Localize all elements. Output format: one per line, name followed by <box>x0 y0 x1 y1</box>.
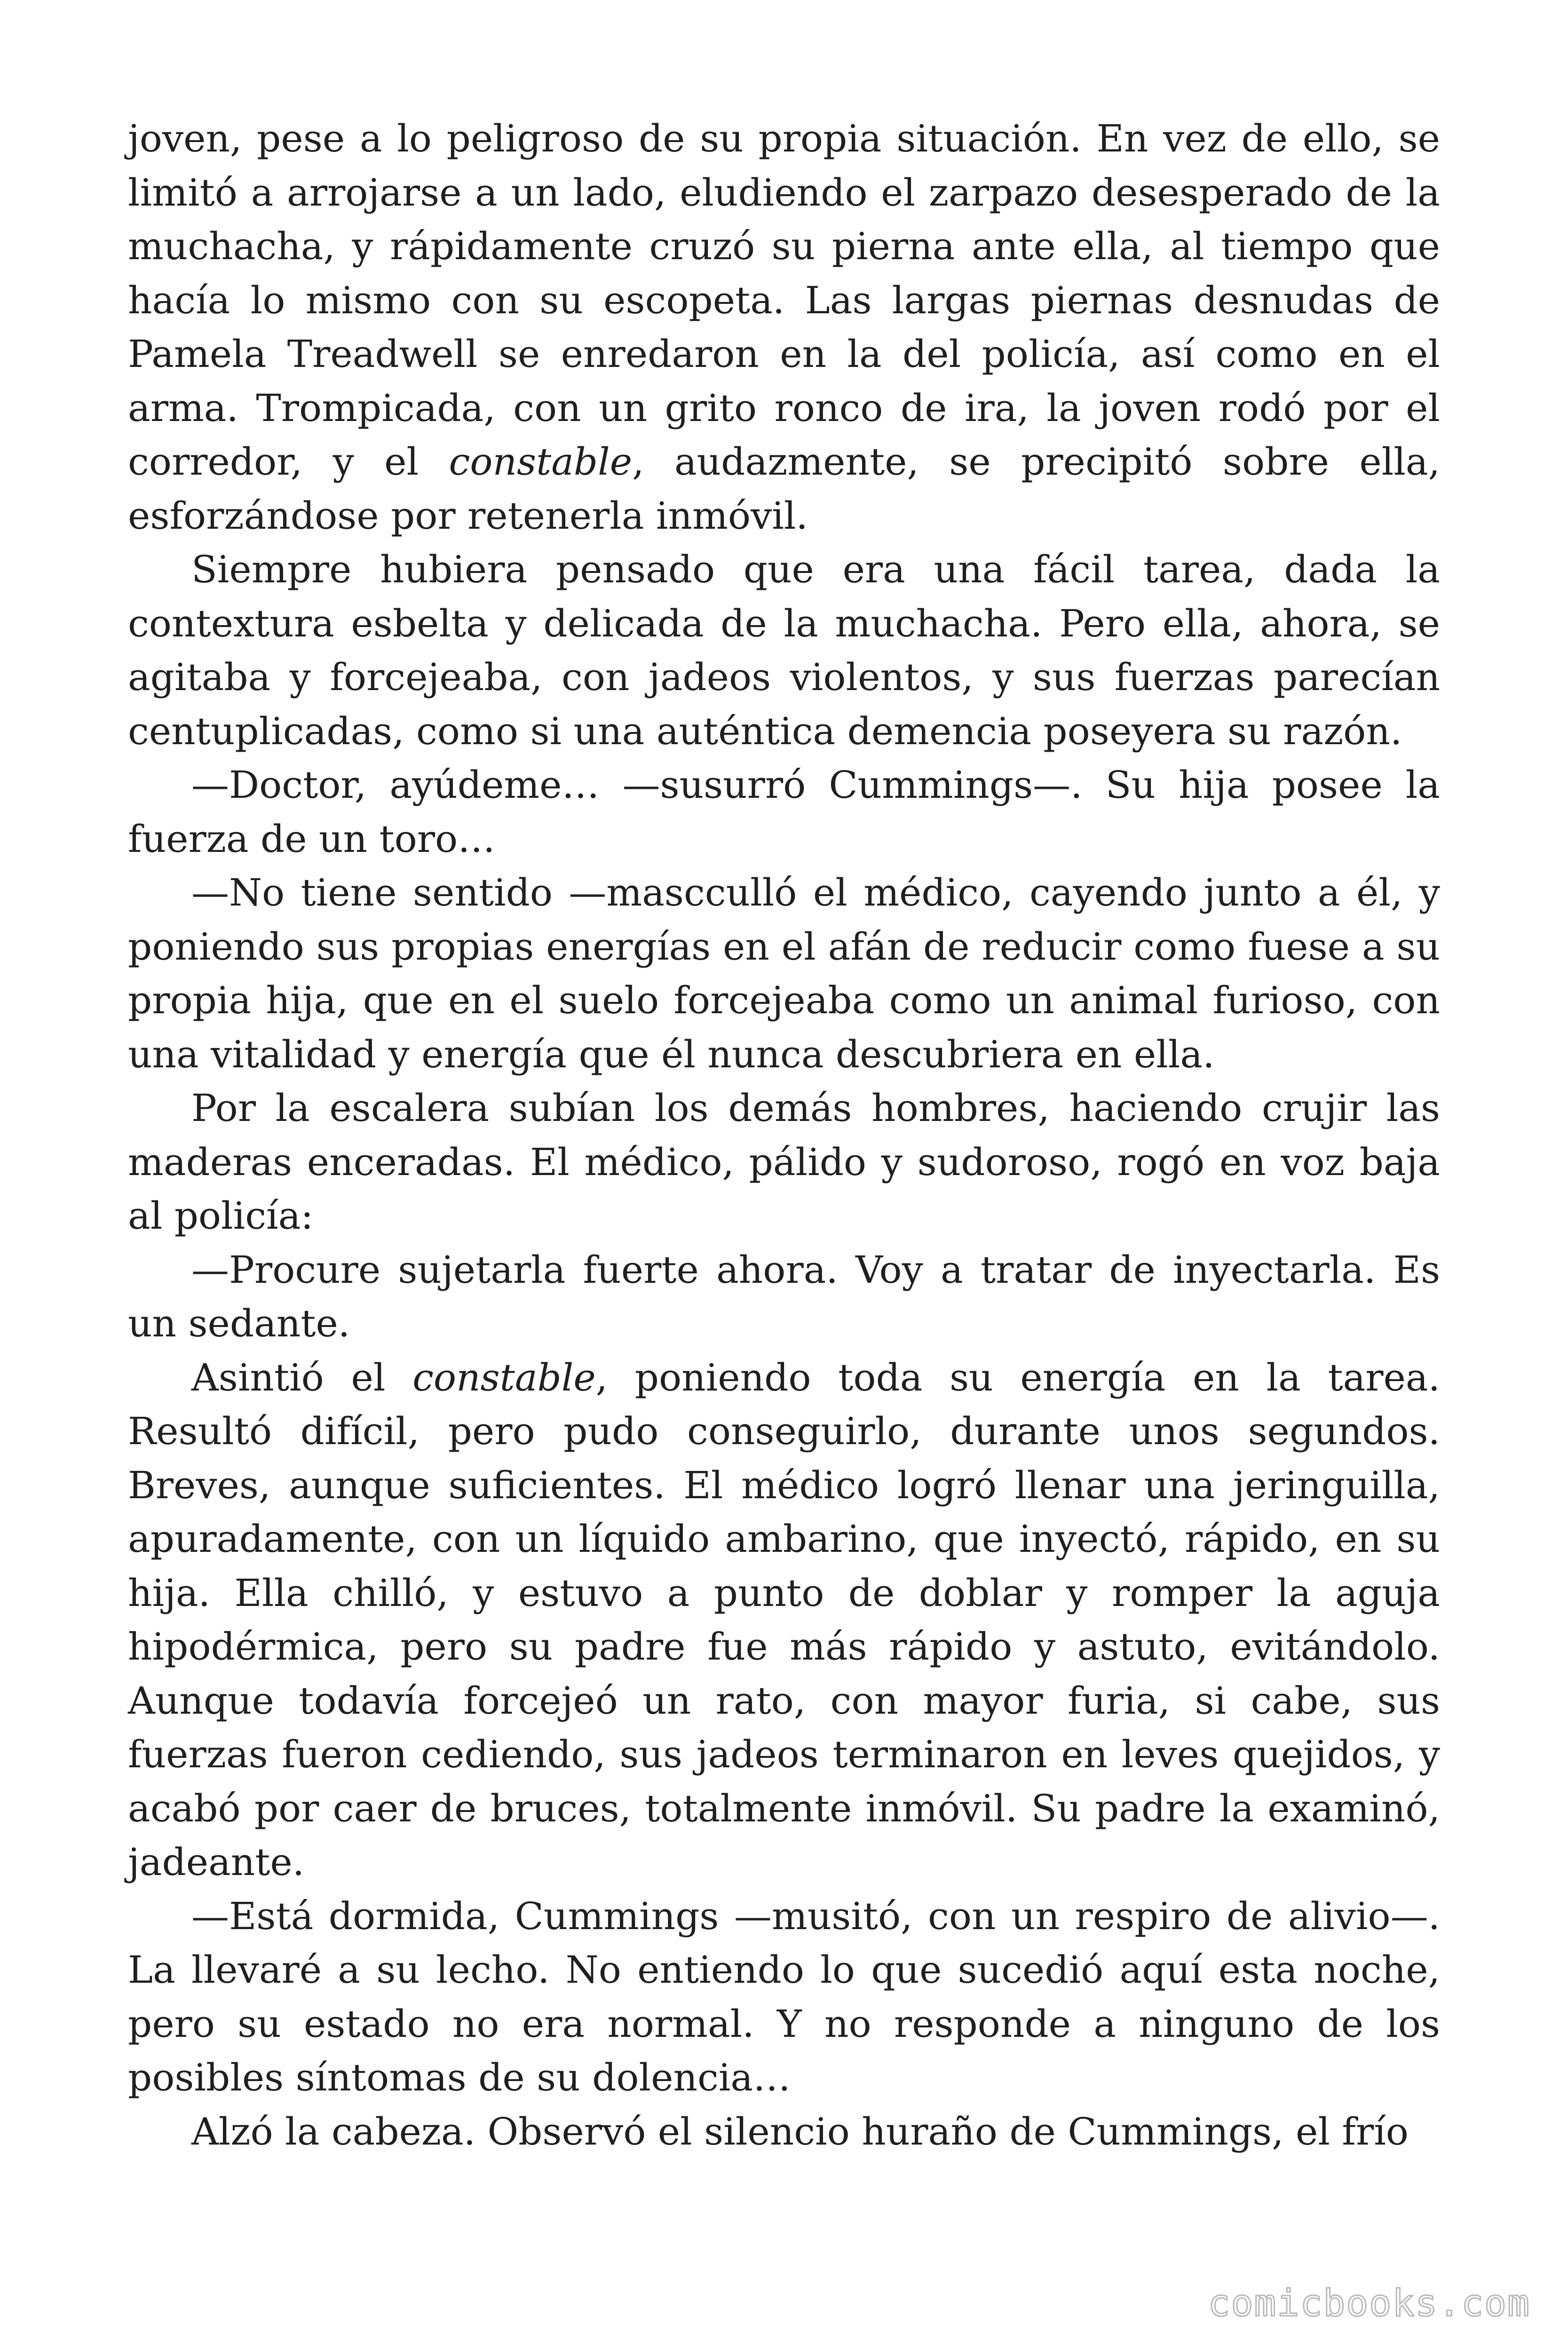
paragraph <box>128 543 1440 758</box>
italic-text-run: constable <box>449 440 633 484</box>
paragraph <box>128 1351 1440 1890</box>
text-run: —No tiene sentido —mascculló el médico, cayendo junto a él, y poniendo sus propias energías en el afán de reducir como fuese a su propia hija, que en el suelo forcejeaba como un animal furioso, con una vitalidad y energía que él nunca descubriera en ella. <box>128 871 1440 1076</box>
watermark-logo: comicbooks.com <box>1208 2282 1530 2325</box>
text-run: , audazmente, se precipitó sobre ella, esforzándose por retenerla inmóvil. <box>128 440 1441 538</box>
paragraph <box>128 1081 1440 1243</box>
italic-text-run: constable <box>412 1355 596 1399</box>
paragraph <box>128 1243 1440 1351</box>
text-run: , poniendo toda su energía en la tarea. Resultó difícil, pero pudo conseguirlo, durante unos segundos. Breves, aunque suficientes. El médico logró llenar una jeringuilla, apuradamente, con un líquido ambarino, que inyectó, rápido, en su hija. Ella chilló, y estuvo a punto de doblar y romper la aguja hipodérmica, pero su padre fue más rápido y astuto, evitándolo. Aunque todavía forcejeó un rato, con mayor furia, si cabe, sus fuerzas fueron cediendo, sus jadeos terminaron en leves quejidos, y acabó por caer de bruces, totalmente inmóvil. Su padre la examinó, jadeante. <box>128 1355 1441 1884</box>
text-run: —Procure sujetarla fuerte ahora. Voy a tratar de inyectarla. Es un sedante. <box>128 1248 1440 1345</box>
text-run: Siempre hubiera pensado que era una fácil tarea, dada la contextura esbelta y delicada de la muchacha. Pero ella, ahora, se agitaba y forcejeaba, con jadeos violentos, y sus fuerzas parecían centuplicadas, como si una auténtica demencia poseyera su razón. <box>128 548 1440 753</box>
paragraph <box>128 1890 1440 2105</box>
text-run: —Está dormida, Cummings —musitó, con un respiro de alivio—. La llevaré a su lecho. No entiendo lo que sucedió aquí esta noche, pero su estado no era normal. Y no responde a ninguno de los posibles síntomas de su dolencia… <box>128 1894 1440 2099</box>
paragraph <box>128 758 1440 866</box>
paragraph <box>128 112 1440 543</box>
text-run: Asintió el <box>191 1355 413 1399</box>
paragraph <box>128 2105 1440 2159</box>
text-run: joven, pese a lo peligroso de su propia situación. En vez de ello, se limitó a arrojarse a un lado, eludiendo el zarpazo desesperado de la muchacha, y rápidamente cruzó su pierna ante ella, al tiempo que hacía lo mismo con su escopeta. Las largas piernas desnudas de Pamela Treadwell se enredaron en la del policía, así como en el arma. Trompicada, con un grito ronco de ira, la joven rodó por el corredor, y el <box>128 117 1440 484</box>
text-run: Alzó la cabeza. Observó el silencio huraño de Cummings, el frío <box>191 2109 1409 2153</box>
text-run: Por la escalera subían los demás hombres, haciendo crujir las maderas enceradas. El médico, pálido y sudoroso, rogó en voz baja al policía: <box>128 1086 1440 1238</box>
paragraph <box>128 866 1440 1081</box>
text-run: —Doctor, ayúdeme… —susurró Cummings—. Su hija posee la fuerza de un toro… <box>128 763 1440 861</box>
page-body-text <box>128 112 1440 2159</box>
